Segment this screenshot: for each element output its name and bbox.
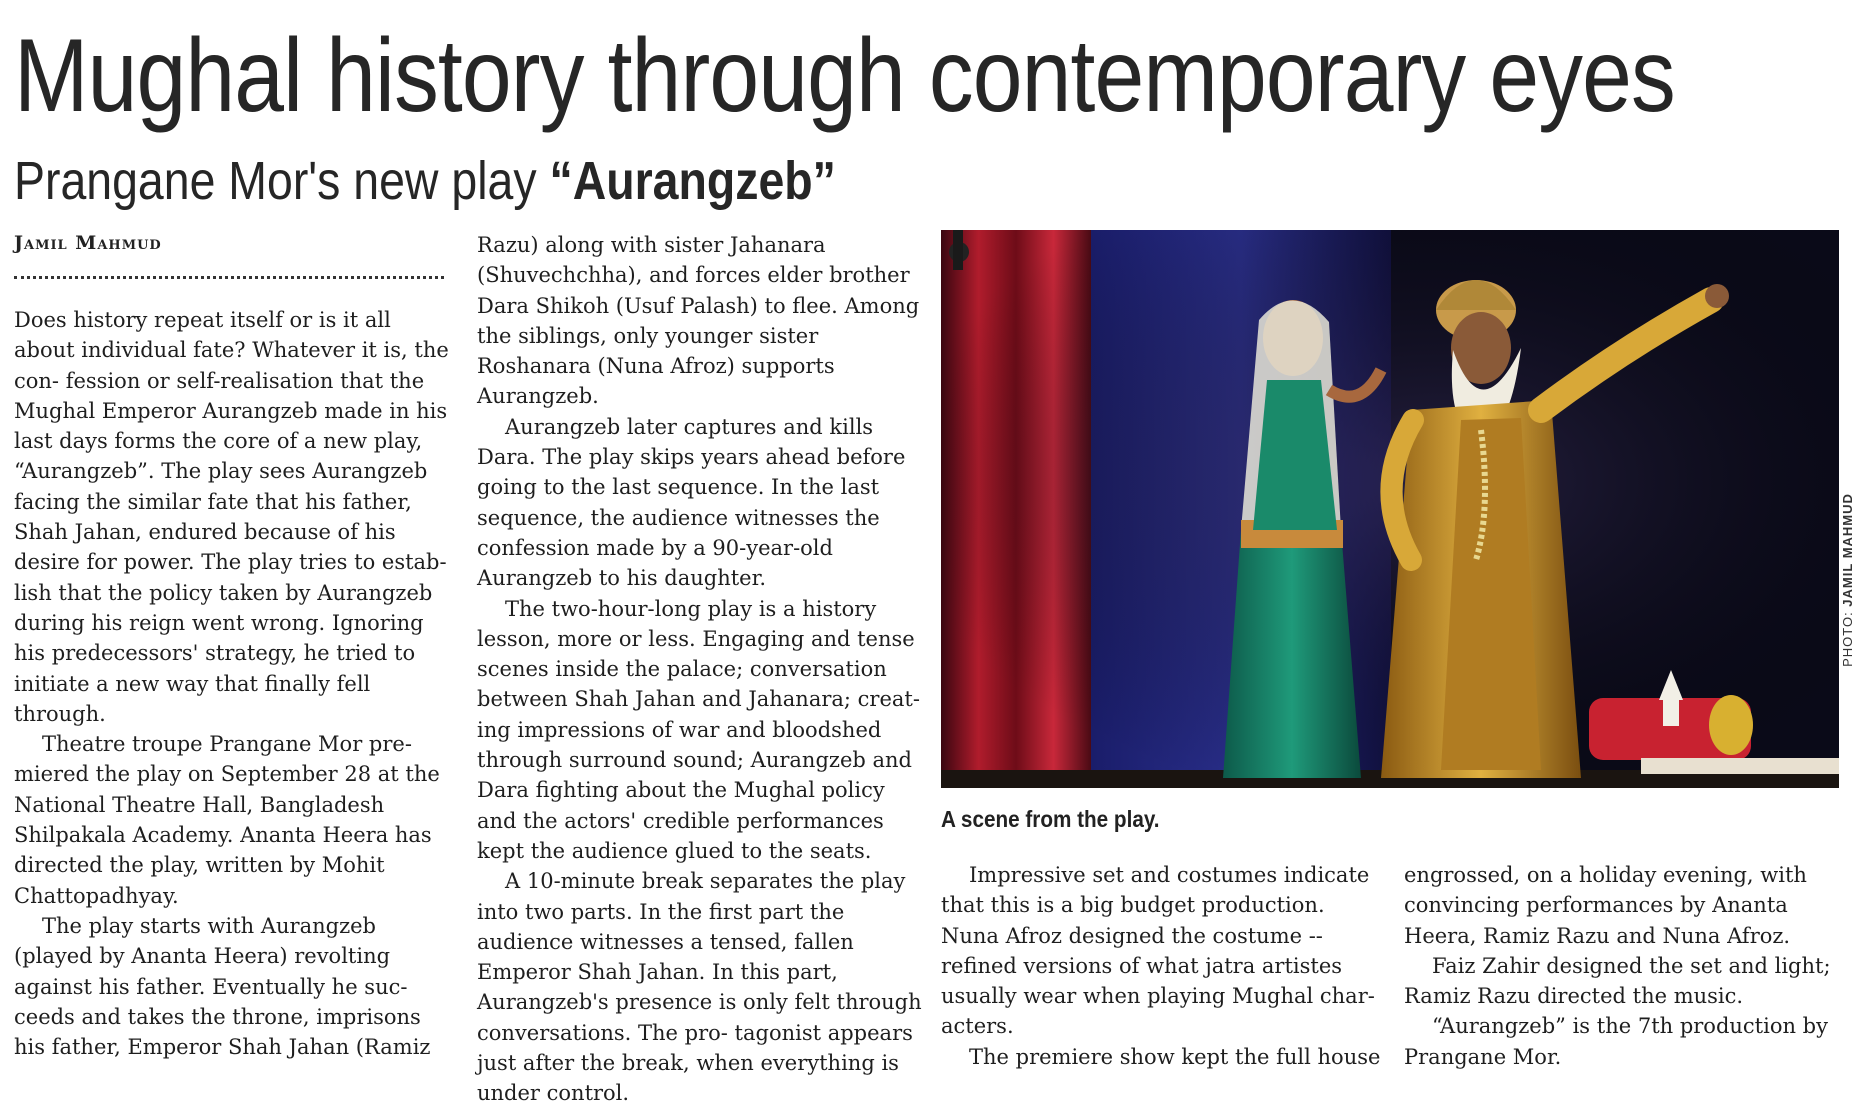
paragraph: The two-hour-long play is a history lesson, more or less. Engaging and tense scenes inside the palace; conversation between Shah Jahan and Jahanara; creat- ing impressions of war and bloodshed through surround sound; Aurangzeb and Dara fighting about the Mughal policy and the actors' credible performances kept the audience glued to the seats.	[477, 596, 920, 863]
stage-scene-illustration	[941, 230, 1839, 788]
credit-prefix: PHOTO:	[1840, 606, 1855, 667]
paragraph: A 10-minute break separates the play into two parts. In the first part the audience witnesses a tensed, fallen Emperor Shah Jahan. In this part, Aurangzeb's presence is only felt through conversations. The pro- tagonist appears just after the break, when everything is under control.	[477, 869, 922, 1106]
headline: Mughal history through contemporary eyes	[14, 18, 1675, 134]
byline: Jamil Mahmud	[14, 232, 162, 254]
play-title: “Aurangzeb”	[549, 151, 836, 211]
column-4	[1404, 860, 1844, 1072]
dotted-divider	[14, 276, 444, 279]
stage-photo	[941, 230, 1839, 788]
paragraph: “Aurangzeb” is the 7th production by Prangane Mor.	[1404, 1014, 1828, 1069]
paragraph: engrossed, on a holiday evening, with convincing performances by Ananta Heera, Ramiz Razu and Nuna Afroz.	[1404, 863, 1807, 948]
photo-credit	[1840, 475, 1855, 685]
paragraph: Aurangzeb later captures and kills Dara. The play skips years ahead before going to the last sequence. In the last sequence, the audience witnesses the confession made by a 90-year-old Aurangzeb to his daughter.	[477, 414, 906, 591]
photo-caption: A scene from the play.	[941, 806, 1160, 832]
paragraph: The premiere show kept the full house	[969, 1044, 1381, 1069]
column-2	[477, 230, 922, 1109]
column-1	[14, 305, 454, 1062]
paragraph: Theatre troupe Prangane Mor pre- miered the play on September 28 at the National Theatre Hall, Bangladesh Shilpakala Academy. Ananta Heera has directed the play, written by Mohit Chattopadhyay.	[14, 732, 440, 908]
paragraph: Faiz Zahir designed the set and light; Ramiz Razu directed the music.	[1404, 953, 1831, 1009]
paragraph: Razu) along with sister Jahanara (Shuvechchha), and forces elder brother Dara Shikoh (Usuf Palash) to flee. Among the siblings, only younger sister Roshanara (Nuna Afroz) supports Aurangzeb.	[477, 233, 920, 409]
column-3	[941, 860, 1381, 1072]
paragraph: The play starts with Aurangzeb (played by Ananta Heera) revolting against his father. Eventually he suc- ceeds and takes the throne, imprisons his father, Emperor Shah Jahan (Ramiz	[14, 913, 431, 1060]
paragraph: Impressive set and costumes indicate that this is a big budget production. Nuna Afroz designed the costume -- refined versions of what jatra artistes usually wear when playing Mughal char- acters.	[941, 863, 1375, 1039]
subheadline	[14, 150, 836, 212]
credit-name: JAMIL MAHMUD	[1840, 493, 1855, 607]
subhead-prefix: Prangane Mor's new play	[14, 151, 550, 211]
paragraph: Does history repeat itself or is it all about individual fate? Whatever it is, the con- fession or self-realisation that the Mughal Emperor Aurangzeb made in his last days forms the core of a new play, “Aurangzeb”. The play sees Aurangzeb facing the similar fate that his father, Shah Jahan, endured because of his desire for power. The play tries to estab- lish that the policy taken by Aurangzeb during his reign went wrong. Ignoring his predecessors' strategy, he tried to initiate a new way that finally fell through.	[14, 308, 449, 726]
